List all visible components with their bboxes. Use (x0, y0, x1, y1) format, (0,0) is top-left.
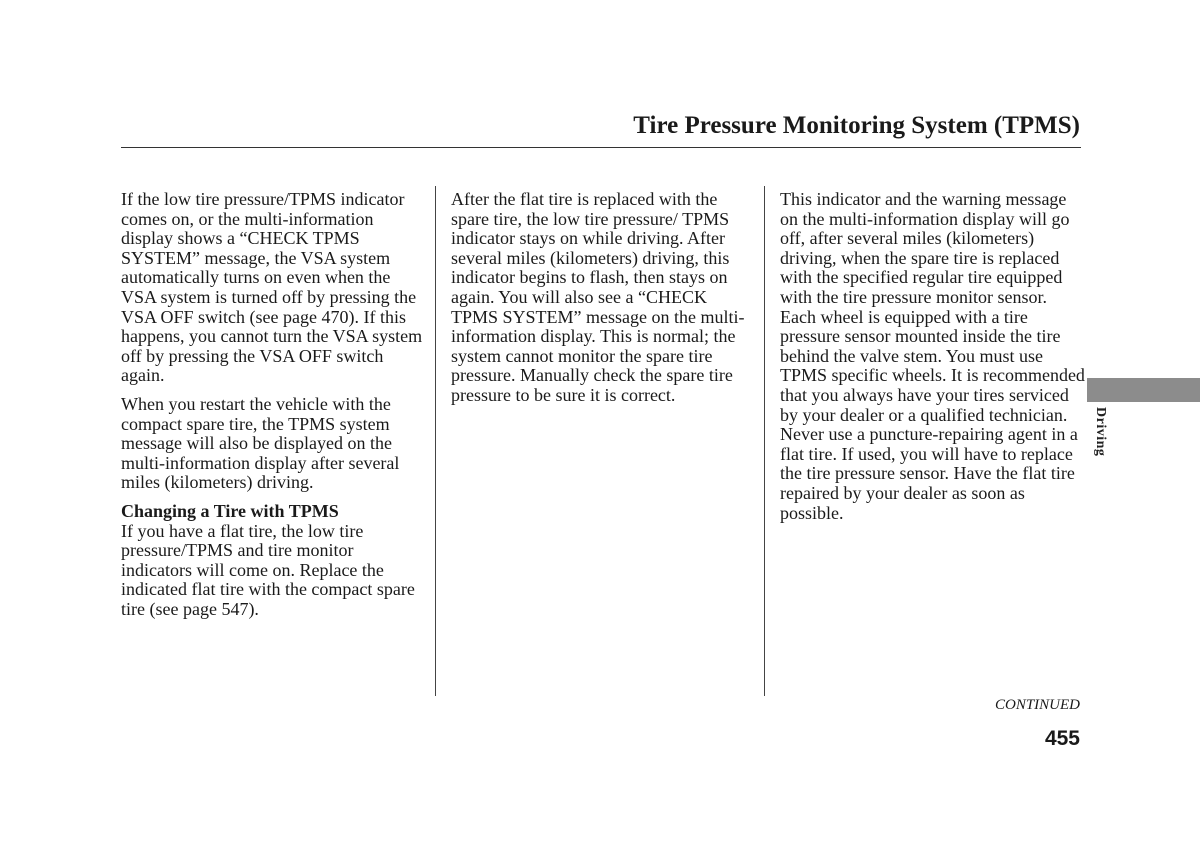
column-3 (780, 190, 1085, 523)
column-divider-1 (435, 186, 436, 696)
column-1-paragraph-2: When you restart the vehicle with the compact spare tire, the TPMS system message will also be displayed on the multi-information display after several miles (kilometers) driving. (121, 393, 400, 493)
column-1-paragraph-3: If you have a flat tire, the low tire pressure/TPMS and tire monitor indicators will come on. Replace the indicated flat tire with the compact spare tire (see page 547). (121, 520, 415, 619)
section-tab (1087, 378, 1200, 402)
column-2 (451, 190, 756, 415)
page-title: Tire Pressure Monitoring System (TPMS) (633, 112, 1080, 139)
column-3-paragraph-3: Never use a puncture-repairing agent in a flat tire. If used, you will have to replace the tire pressure sensor. Have the flat tire repaired by your dealer as soon as possible. (780, 424, 1078, 523)
column-divider-2 (764, 186, 765, 696)
section-subheading: Changing a Tire with TPMS (121, 500, 339, 521)
column-2-paragraph-1: After the flat tire is replaced with the spare tire, the low tire pressure/ TPMS indicator stays on while driving. After several miles (kilometers) driving, this indicator begins to flash, then stays on again. You will also see a “CHECK TPMS SYSTEM” message on the multi-information display. This is normal; the system cannot monitor the spare tire pressure. Manually check the spare tire pressure to be sure it is correct. (451, 189, 745, 405)
column-1 (121, 190, 426, 628)
section-tab-label: Driving (1093, 407, 1108, 457)
continued-label: CONTINUED (994, 697, 1080, 713)
title-rule (121, 147, 1081, 148)
column-3-paragraph-1: This indicator and the warning message on the multi-information display will go off, after several miles (kilometers) driving, when the spare tire is replaced with the specified regular tire equipped with the tire pressure monitor sensor. (780, 189, 1070, 307)
column-1-paragraph-1: If the low tire pressure/TPMS indicator comes on, or the multi-information display shows a “CHECK TPMS SYSTEM” message, the VSA system automatically turns on even when the VSA system is turned off by pressing the VSA OFF switch (see page 470). If this happens, you cannot turn the VSA system off by pressing the VSA OFF switch again. (121, 189, 423, 386)
page-number: 455 (1044, 727, 1080, 750)
column-3-paragraph-2: Each wheel is equipped with a tire pressure sensor mounted inside the tire behind the valve stem. You must use TPMS specific wheels. It is recommended that you always have your tires serviced by your dealer or a qualified technician. (780, 306, 1085, 425)
